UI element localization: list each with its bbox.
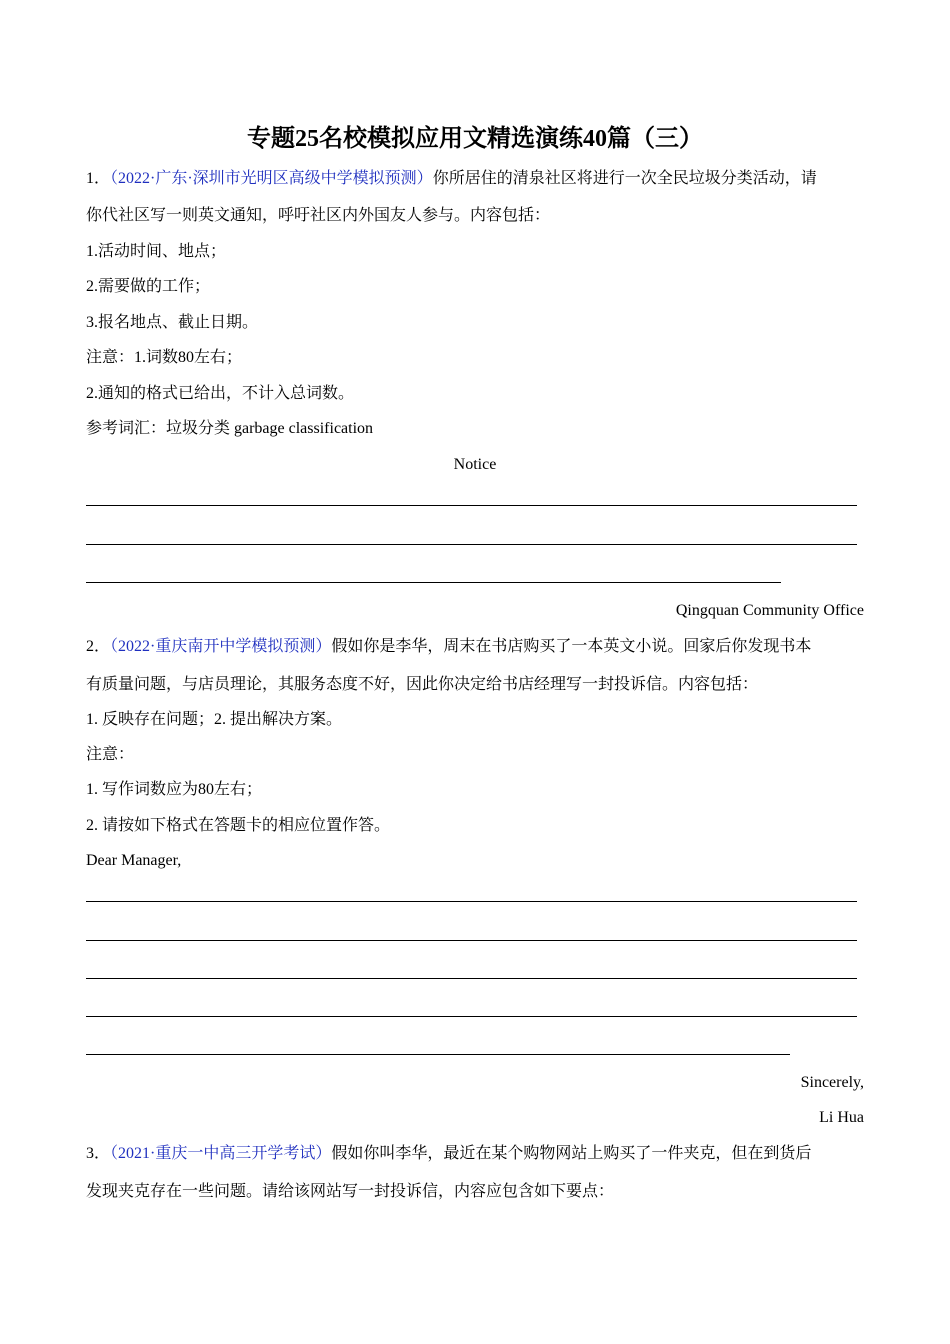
q3-line-1 bbox=[86, 1143, 811, 1165]
answer-line bbox=[86, 940, 857, 941]
answer-line bbox=[86, 978, 857, 979]
q1-point-1: 1.活动时间、地点； bbox=[86, 243, 227, 260]
answer-line bbox=[86, 1016, 857, 1017]
q1-source: （2022·广东·深圳市光明区高级中学模拟预测） bbox=[110, 170, 433, 187]
q2-text-a: 假如你是李华，周末在书店购买了一本英文小说。回家后你发现书本 bbox=[331, 638, 812, 655]
page-title: 专题25名校模拟应用文精选演练40篇（三） bbox=[247, 126, 703, 152]
q3-text-a: 假如你叫李华，最近在某个购物网站上购买了一件夹克，但在到货后 bbox=[331, 1145, 812, 1162]
q3-text-b: 发现夹克存在一些问题。请给该网站写一封投诉信，内容应包含如下要点： bbox=[86, 1183, 615, 1200]
q1-heading: Notice bbox=[453, 456, 497, 473]
q1-number: 1． bbox=[86, 170, 111, 187]
q3-source: （2021·重庆一中高三开学考试） bbox=[110, 1145, 332, 1162]
q2-note-label: 注意： bbox=[86, 746, 135, 763]
q1-signature: Qingquan Community Office bbox=[675, 602, 864, 619]
answer-line bbox=[86, 1054, 790, 1055]
q1-text-a: 你所居住的清泉社区将进行一次全民垃圾分类活动，请 bbox=[432, 170, 817, 187]
q2-number: 2． bbox=[86, 638, 111, 655]
answer-line bbox=[86, 544, 857, 545]
q1-line-1 bbox=[86, 168, 817, 190]
q1-point-2: 2.需要做的工作； bbox=[86, 278, 211, 295]
q2-name: Li Hua bbox=[819, 1109, 864, 1126]
q2-source: （2022·重庆南开中学模拟预测） bbox=[110, 638, 332, 655]
q2-note-1: 1. 写作词数应为80左右； bbox=[86, 781, 263, 798]
q1-text-b: 你代社区写一则英文通知，呼吁社区内外国友人参与。内容包括： bbox=[86, 207, 551, 224]
answer-line bbox=[86, 901, 857, 902]
q2-closing: Sincerely, bbox=[800, 1074, 864, 1091]
answer-line bbox=[86, 582, 781, 583]
q2-greeting: Dear Manager, bbox=[86, 852, 182, 869]
q2-text-b: 有质量问题，与店员理论，其服务态度不好，因此你决定给书店经理写一封投诉信。内容包括： bbox=[86, 676, 759, 693]
answer-line bbox=[86, 505, 857, 506]
q2-line-1 bbox=[86, 636, 811, 658]
q1-note-2: 2.通知的格式已给出，不计入总词数。 bbox=[86, 385, 355, 402]
q2-points: 1. 反映存在问题；2. 提出解决方案。 bbox=[86, 711, 343, 728]
q1-point-3: 3.报名地点、截止日期。 bbox=[86, 314, 259, 331]
q2-note-2: 2. 请按如下格式在答题卡的相应位置作答。 bbox=[86, 817, 391, 834]
q3-number: 3． bbox=[86, 1145, 111, 1162]
q1-vocab: 参考词汇：垃圾分类 garbage classification bbox=[86, 420, 374, 437]
q1-note-1: 注意：1.词数80左右； bbox=[86, 349, 243, 366]
